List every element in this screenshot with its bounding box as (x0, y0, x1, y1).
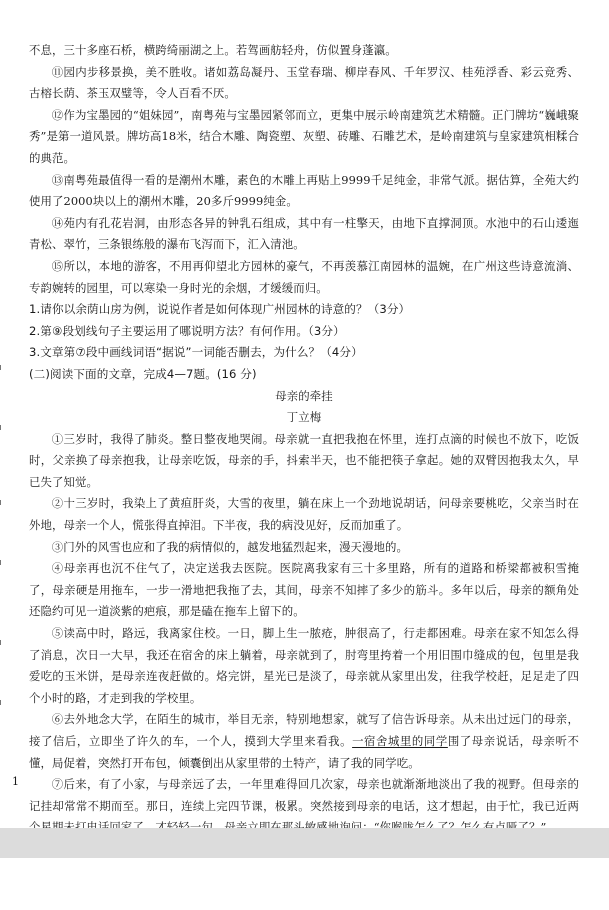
paragraph-13: ⑬南粤苑最值得一看的是潮州木雕，素色的木雕上再贴上9999千足纯金，非常气派。据估算，全苑大约使用了2000块以上的潮州木雕，20多斤9999纯金。 (29, 172, 579, 209)
article-paragraph-1: ①三岁时，我得了肺炎。整日整夜地哭闹。母亲就一直把我抱在怀里，连打点滴的时候也不放下，吃饭时，父亲换了母亲抱我，让母亲吃饭，母亲的手，抖索半天，也不能把筷子拿起。她的双臂因抱我太久，早已失了知觉。 (29, 431, 579, 489)
margin-mark (0, 425, 5, 430)
article-paragraph-3: ③门外的风雪也应和了我的病情似的，越发地猛烈起来，漫天漫地的。 (51, 539, 409, 554)
page-number: 1 (12, 775, 19, 788)
section-heading: (二)阅读下面的文章，完成4—7题。(16 分) (29, 366, 257, 381)
margin-mark (0, 500, 5, 505)
question-3: 3.文章第⑦段中画线词语“据说”一词能否删去，为什么？（4分） (29, 345, 363, 360)
question-1: 1.请你以余荫山房为例，说说作者是如何体现广州园林的诗意的？（3分） (29, 302, 411, 317)
underlined-phrase: 一宿舍城里的同学 (352, 734, 448, 748)
article-title: 母亲的牵挂 (275, 388, 333, 403)
article-paragraph-2: ②十三岁时，我染上了黄疸肝炎，大雪的夜里，躺在床上一个劲地说胡话，问母亲要桃吃，父亲当时在外地，母亲一个人，慌张得直掉泪。下半夜，我的病没见好，反而加重了。 (29, 496, 579, 533)
question-2: 2.第⑨段划线句子主要运用了哪说明方法？有何作用。（3分） (29, 323, 345, 338)
viewer-footer-bar (0, 828, 609, 858)
paragraph-tail: 围了母亲说话，母亲听不懂，局促着，突然打开布包，倾囊倒出从家里带的土特产，请了我的同学吃。 (29, 734, 579, 770)
margin-mark (0, 700, 5, 705)
article-paragraph-6: ⑥去外地念大学，在陌生的城市，举目无亲，特别地想家，就写了信告诉母亲。从未出过远门的母亲，接了信后，立即坐了许久的车，一个人，摸到大学里来看我。一宿舍城里的同学围了母亲说话，母亲听不懂，局促着，突然打开布包，倾囊倒出从家里带的土特产，请了我的同学吃。 (29, 712, 579, 770)
margin-mark (0, 365, 5, 370)
paragraph-12: ⑫作为宝墨园的“姐妹园”，南粤苑与宝墨园紧邻而立，更集中展示岭南建筑艺术精髓。正门牌坊“巍峨聚秀”是第一道风景。牌坊高18米，结合木雕、陶瓷塑、灰塑、砖雕、石雕艺术，是岭南建筑与皇家建筑相糅合的典范。 (29, 107, 579, 165)
margin-mark (0, 560, 5, 565)
viewer-bottom-area (0, 858, 609, 910)
article-paragraph-5: ⑤读高中时，路远，我离家住校。一日，脚上生一脓疮，肿很高了，行走都困难。母亲在家不知怎么得了消息，次日一大早，我还在宿舍的床上躺着，母亲就到了，肘弯里挎着一个用旧围巾缝成的包，包里是我爱吃的玉米饼，是母亲连夜赶做的。烙完饼，星光已是淡了，母亲就从家里出发，往我学校赶，足足走了四个小时的路，才走到我的学校里。 (29, 626, 579, 705)
article-paragraph-4: ④母亲再也沉不住气了，决定送我去医院。医院离我家有三十多里路，所有的道路和桥梁都被积雪掩了，母亲硬是用拖车，一步一滑地把我拖了去，其间，母亲不知摔了多少的筋斗。多年以后，母亲的额角处还隐约可见一道淡紫的疤痕，那是磕在拖车上留下的。 (29, 561, 579, 619)
margin-mark (0, 640, 5, 645)
paragraph-11: ⑪园内步移景换，美不胜收。诸如荔岛凝丹、玉堂春瑞、柳岸春风、千年罗汉、桂苑浮香、彩云竞秀、古榕长荫、茶玉双璧等，令人百看不厌。 (29, 64, 579, 101)
paragraph-14: ⑭苑内有孔花岩洞，由形态各异的钟乳石组成，其中有一柱擎天，由地下直撑洞顶。水池中的石山逶迤青松、翠竹，三条银练般的瀑布飞泻而下，汇入清池。 (29, 215, 579, 252)
page-content (29, 40, 579, 861)
article-paragraph-7: ⑦后来，有了小家，与母亲远了去，一年里难得回几次家，母亲也就渐渐地淡出了我的视野。但母亲的记挂却常常不期而至。那日，连续上完四节课，极累。突然接到母亲的电话，这才想起，由于忙，我已近两 (29, 777, 579, 813)
paragraph-continuation: 不息，三十多座石桥，横跨绮丽湖之上。若驾画舫轻舟，仿似置身蓬瀛。 (29, 43, 397, 57)
article-author: 丁立梅 (286, 410, 322, 425)
paragraph-15: ⑮所以，本地的游客，不用再仰望北方园林的豪气，不再羡慕江南园林的温婉，在广州这些诗意流淌、专韵婉转的园里，可以寒染一身时光的余烟，才缓缓而归。 (29, 258, 579, 295)
